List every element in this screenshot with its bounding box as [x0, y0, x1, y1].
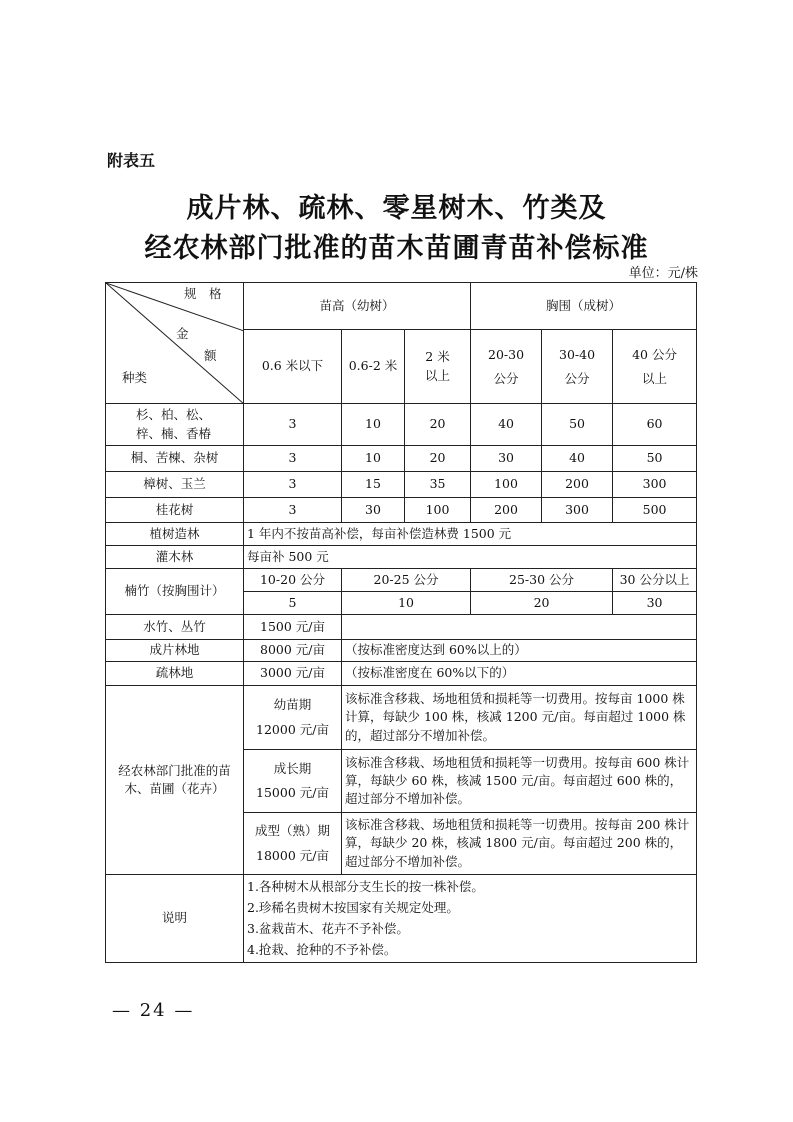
- row-name: 经农林部门批准的苗木、苗圃（花卉）: [106, 686, 244, 875]
- stage-name: 成型（熟）期: [254, 823, 330, 839]
- cell: 500: [613, 498, 697, 523]
- cell: 30: [471, 446, 542, 472]
- cell: 30: [342, 498, 405, 523]
- cell: 20: [405, 404, 471, 446]
- row-name: 楠竹（按胸围计）: [106, 569, 244, 615]
- cell: 5: [244, 592, 342, 615]
- diagonal-header-cell: [106, 283, 244, 404]
- row-name: 桐、苦楝、杂树: [106, 446, 244, 472]
- cell: 200: [471, 498, 542, 523]
- notes-cell: [244, 875, 697, 963]
- cell: 40: [542, 446, 613, 472]
- table-row: [106, 662, 697, 686]
- cell: 20: [471, 592, 613, 615]
- notes-list: [244, 877, 696, 961]
- cell: 35: [405, 472, 471, 498]
- row-name: 灌木林: [106, 546, 244, 569]
- row-note: （按标准密度达到 60%以上的）: [342, 640, 697, 662]
- cell: 3: [244, 472, 342, 498]
- table-row: [106, 640, 697, 662]
- stage-description: 该标准含移栽、场地租赁和损耗等一切费用。按每亩 200 株计算，每缺少 20 株，核减 1800 元/亩。每亩超过 200 株的，超过部分不增加补偿。: [342, 813, 697, 875]
- table-row: [106, 523, 697, 546]
- empty-cell: [342, 615, 697, 640]
- notes-label: 说明: [106, 875, 244, 963]
- cell: 100: [405, 498, 471, 523]
- stage-name: 幼苗期: [273, 697, 312, 713]
- cell: 50: [613, 446, 697, 472]
- table-row: [106, 404, 697, 446]
- range-header: 10-20 公分: [244, 569, 342, 592]
- cell: 3: [244, 498, 342, 523]
- table-row: [106, 546, 697, 569]
- row-name: 成片林地: [106, 640, 244, 662]
- table-row: [106, 686, 697, 750]
- note-item: 2.珍稀名贵树木按国家有关规定处理。: [247, 899, 459, 915]
- note-item: 1.各种树木从根部分支生长的按一株补偿。: [247, 878, 484, 894]
- cell: 10: [342, 404, 405, 446]
- group-girth-header: 胸围（成树）: [471, 283, 697, 330]
- stage-cell: [244, 750, 342, 813]
- table-row: [106, 875, 697, 963]
- unit-label: 单位：元/株: [628, 266, 698, 281]
- row-text: 每亩补 500 元: [244, 546, 697, 569]
- col-header: 40 公分 以上: [613, 330, 697, 404]
- row-name: 樟树、玉兰: [106, 472, 244, 498]
- diag-amount-label-2: 额: [204, 348, 217, 363]
- col-header: 2 米 以上: [405, 330, 471, 404]
- cell: 10: [342, 592, 471, 615]
- page-number: — 24 —: [112, 1000, 195, 1021]
- cell: 10: [342, 446, 405, 472]
- cell: 300: [542, 498, 613, 523]
- table-row: [106, 446, 697, 472]
- cell: 200: [542, 472, 613, 498]
- cell: 100: [471, 472, 542, 498]
- cell: 40: [471, 404, 542, 446]
- price: 1500 元/亩: [244, 615, 342, 640]
- price: 3000 元/亩: [244, 662, 342, 686]
- col-header: 0.6 米以下: [244, 330, 342, 404]
- row-name: 杉、柏、松、 梓、楠、香椿: [106, 404, 244, 446]
- cell: 3: [244, 446, 342, 472]
- stage-name: 成长期: [273, 760, 312, 776]
- cell: 300: [613, 472, 697, 498]
- row-name: 疏林地: [106, 662, 244, 686]
- diag-spec-label: 规 格: [184, 286, 222, 301]
- stage-price: 15000 元/亩: [256, 785, 329, 800]
- cell: 15: [342, 472, 405, 498]
- price: 8000 元/亩: [244, 640, 342, 662]
- stage-cell: [244, 813, 342, 875]
- stage-price: 12000 元/亩: [256, 721, 329, 737]
- col-header: 30-40 公分: [542, 330, 613, 404]
- note-item: 3.盆栽苗木、花卉不予补偿。: [247, 920, 409, 936]
- row-name: 水竹、丛竹: [106, 615, 244, 640]
- range-header: 20-25 公分: [342, 569, 471, 592]
- col-header: 0.6-2 米: [342, 330, 405, 404]
- title-line-2: 经农林部门批准的苗木苗圃青苗补偿标准: [144, 233, 649, 264]
- col-header: 20-30 公分: [471, 330, 542, 404]
- cell: 50: [542, 404, 613, 446]
- stage-cell: [244, 686, 342, 750]
- table-row: [106, 472, 697, 498]
- diag-amount-label-1: 金: [176, 326, 189, 341]
- stage-description: 该标准含移栽、场地租赁和损耗等一切费用。按每亩 600 株计算，每缺少 60 株，核减 1500 元/亩。每亩超过 600 株的，超过部分不增加补偿。: [342, 750, 697, 813]
- appendix-label: 附表五: [107, 151, 156, 170]
- cell: 20: [405, 446, 471, 472]
- table-row: [106, 615, 697, 640]
- row-name: 桂花树: [106, 498, 244, 523]
- table-row: [106, 569, 697, 592]
- note-item: 4.抢栽、抢种的不予补偿。: [247, 941, 397, 957]
- title-line-1: 成片林、疏林、零星树木、竹类及: [186, 193, 607, 224]
- table-row: [106, 498, 697, 523]
- row-note: （按标准密度在 60%以下的）: [342, 662, 697, 686]
- stage-price: 18000 元/亩: [256, 847, 329, 863]
- row-text: 1 年内不按苗高补偿，每亩补偿造林费 1500 元: [244, 523, 697, 546]
- cell: 3: [244, 404, 342, 446]
- group-height-header: 苗高（幼树）: [244, 283, 471, 330]
- stage-description: 该标准含移栽、场地租赁和损耗等一切费用。按每亩 1000 株计算，每缺少 100 株，核减 1200 元/亩。每亩超过 1000 株的，超过部分不增加补偿。: [342, 686, 697, 750]
- range-header: 30 公分以上: [613, 569, 697, 592]
- row-name: 植树造林: [106, 523, 244, 546]
- cell: 60: [613, 404, 697, 446]
- cell: 30: [613, 592, 697, 615]
- diag-species-label: 种类: [122, 370, 148, 385]
- range-header: 25-30 公分: [471, 569, 613, 592]
- compensation-table: [105, 282, 697, 963]
